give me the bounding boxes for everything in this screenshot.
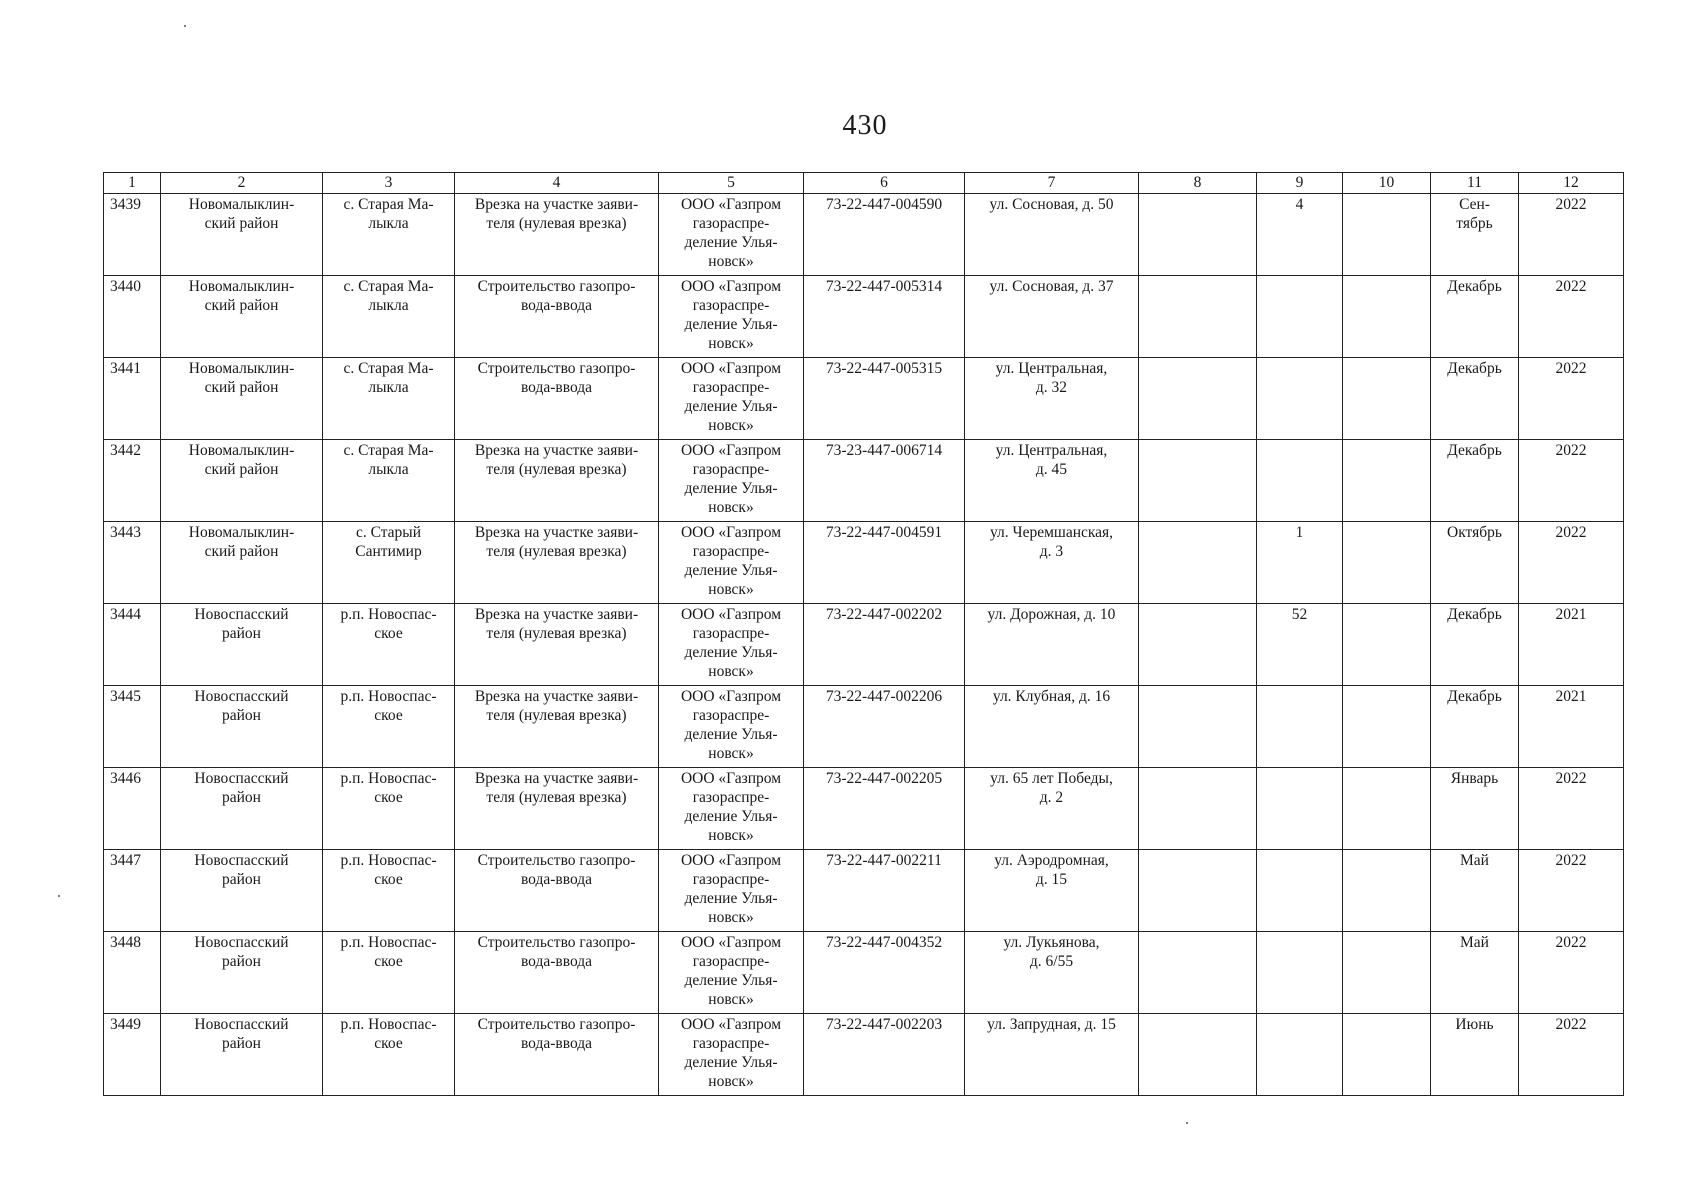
cell-row-number: 3447 — [104, 850, 161, 932]
cell-col-10 — [1343, 850, 1431, 932]
cell-district: Новомалыклин- ский район — [161, 522, 323, 604]
cell-year: 2022 — [1519, 850, 1624, 932]
header-row — [104, 173, 1624, 194]
cell-organization: ООО «Газпром газораспре- деление Улья- новск» — [659, 358, 804, 440]
cell-settlement: р.п. Новоспас- ское — [323, 768, 455, 850]
cell-col-9 — [1257, 850, 1343, 932]
cell-registry-number: 73-22-447-004591 — [804, 522, 965, 604]
cell-work-type: Врезка на участке заяви- теля (нулевая врезка) — [455, 686, 659, 768]
cell-settlement: р.п. Новоспас- ское — [323, 686, 455, 768]
cell-month: Декабрь — [1431, 604, 1519, 686]
cell-row-number: 3445 — [104, 686, 161, 768]
cell-work-type: Строительство газопро- вода-ввода — [455, 932, 659, 1014]
cell-organization: ООО «Газпром газораспре- деление Улья- новск» — [659, 932, 804, 1014]
cell-row-number: 3444 — [104, 604, 161, 686]
cell-col-9 — [1257, 686, 1343, 768]
cell-col-8 — [1139, 276, 1257, 358]
cell-col-8 — [1139, 686, 1257, 768]
cell-col-9: 52 — [1257, 604, 1343, 686]
cell-month: Май — [1431, 850, 1519, 932]
cell-year: 2021 — [1519, 686, 1624, 768]
cell-month: Июнь — [1431, 1014, 1519, 1096]
cell-month: Декабрь — [1431, 358, 1519, 440]
column-header-9: 9 — [1257, 173, 1343, 194]
table-row — [104, 932, 1624, 1014]
cell-col-8 — [1139, 932, 1257, 1014]
column-header-2: 2 — [161, 173, 323, 194]
cell-col-10 — [1343, 686, 1431, 768]
cell-col-8 — [1139, 440, 1257, 522]
table-row — [104, 686, 1624, 768]
cell-col-8 — [1139, 604, 1257, 686]
column-header-6: 6 — [804, 173, 965, 194]
cell-district: Новоспасский район — [161, 768, 323, 850]
cell-registry-number: 73-22-447-002211 — [804, 850, 965, 932]
cell-organization: ООО «Газпром газораспре- деление Улья- новск» — [659, 686, 804, 768]
cell-work-type: Врезка на участке заяви- теля (нулевая врезка) — [455, 194, 659, 276]
cell-settlement: р.п. Новоспас- ское — [323, 1014, 455, 1096]
cell-month: Декабрь — [1431, 276, 1519, 358]
cell-settlement: с. Старый Сантимир — [323, 522, 455, 604]
cell-col-9 — [1257, 358, 1343, 440]
cell-row-number: 3446 — [104, 768, 161, 850]
cell-row-number: 3449 — [104, 1014, 161, 1096]
cell-col-10 — [1343, 440, 1431, 522]
cell-registry-number: 73-22-447-005315 — [804, 358, 965, 440]
table-row — [104, 194, 1624, 276]
cell-year: 2021 — [1519, 604, 1624, 686]
column-header-3: 3 — [323, 173, 455, 194]
cell-month: Декабрь — [1431, 686, 1519, 768]
table-row — [104, 604, 1624, 686]
cell-organization: ООО «Газпром газораспре- деление Улья- новск» — [659, 604, 804, 686]
scan-speck — [58, 895, 60, 897]
cell-col-10 — [1343, 276, 1431, 358]
cell-district: Новоспасский район — [161, 604, 323, 686]
cell-month: Декабрь — [1431, 440, 1519, 522]
column-header-12: 12 — [1519, 173, 1624, 194]
cell-row-number: 3441 — [104, 358, 161, 440]
cell-col-8 — [1139, 358, 1257, 440]
cell-organization: ООО «Газпром газораспре- деление Улья- новск» — [659, 522, 804, 604]
page-number: 430 — [842, 110, 888, 141]
cell-address: ул. Аэродромная, д. 15 — [965, 850, 1139, 932]
cell-col-10 — [1343, 1014, 1431, 1096]
cell-col-9 — [1257, 768, 1343, 850]
table-row — [104, 768, 1624, 850]
cell-year: 2022 — [1519, 522, 1624, 604]
cell-month: Январь — [1431, 768, 1519, 850]
cell-col-10 — [1343, 932, 1431, 1014]
cell-address: ул. Дорожная, д. 10 — [965, 604, 1139, 686]
cell-district: Новомалыклин- ский район — [161, 440, 323, 522]
cell-address: ул. Черемшанская, д. 3 — [965, 522, 1139, 604]
cell-address: ул. Запрудная, д. 15 — [965, 1014, 1139, 1096]
cell-address: ул. Сосновая, д. 50 — [965, 194, 1139, 276]
cell-registry-number: 73-22-447-002206 — [804, 686, 965, 768]
cell-district: Новомалыклин- ский район — [161, 358, 323, 440]
cell-address: ул. Клубная, д. 16 — [965, 686, 1139, 768]
table-header — [104, 173, 1624, 194]
cell-year: 2022 — [1519, 1014, 1624, 1096]
cell-work-type: Строительство газопро- вода-ввода — [455, 1014, 659, 1096]
cell-registry-number: 73-23-447-006714 — [804, 440, 965, 522]
cell-settlement: с. Старая Ма- лыкла — [323, 276, 455, 358]
cell-registry-number: 73-22-447-005314 — [804, 276, 965, 358]
cell-registry-number: 73-22-447-004352 — [804, 932, 965, 1014]
table-body — [104, 194, 1624, 1096]
table-row — [104, 440, 1624, 522]
cell-settlement: с. Старая Ма- лыкла — [323, 358, 455, 440]
table-row — [104, 522, 1624, 604]
cell-col-10 — [1343, 768, 1431, 850]
cell-registry-number: 73-22-447-002202 — [804, 604, 965, 686]
cell-work-type: Врезка на участке заяви- теля (нулевая врезка) — [455, 440, 659, 522]
cell-work-type: Строительство газопро- вода-ввода — [455, 276, 659, 358]
scan-speck — [1186, 1122, 1188, 1124]
cell-year: 2022 — [1519, 440, 1624, 522]
cell-row-number: 3443 — [104, 522, 161, 604]
cell-month: Октябрь — [1431, 522, 1519, 604]
table-row — [104, 1014, 1624, 1096]
column-header-7: 7 — [965, 173, 1139, 194]
cell-organization: ООО «Газпром газораспре- деление Улья- новск» — [659, 194, 804, 276]
cell-col-9 — [1257, 932, 1343, 1014]
cell-work-type: Врезка на участке заяви- теля (нулевая врезка) — [455, 768, 659, 850]
cell-col-8 — [1139, 768, 1257, 850]
cell-district: Новоспасский район — [161, 932, 323, 1014]
cell-settlement: р.п. Новоспас- ское — [323, 850, 455, 932]
column-header-10: 10 — [1343, 173, 1431, 194]
cell-organization: ООО «Газпром газораспре- деление Улья- новск» — [659, 768, 804, 850]
cell-col-10 — [1343, 194, 1431, 276]
cell-col-9 — [1257, 440, 1343, 522]
cell-year: 2022 — [1519, 276, 1624, 358]
cell-row-number: 3439 — [104, 194, 161, 276]
cell-district: Новомалыклин- ский район — [161, 276, 323, 358]
scan-speck — [184, 25, 186, 27]
cell-organization: ООО «Газпром газораспре- деление Улья- новск» — [659, 1014, 804, 1096]
cell-registry-number: 73-22-447-004590 — [804, 194, 965, 276]
table-row — [104, 358, 1624, 440]
cell-col-8 — [1139, 194, 1257, 276]
cell-col-10 — [1343, 358, 1431, 440]
cell-year: 2022 — [1519, 358, 1624, 440]
cell-address: ул. Центральная, д. 45 — [965, 440, 1139, 522]
table-row — [104, 276, 1624, 358]
cell-work-type: Строительство газопро- вода-ввода — [455, 850, 659, 932]
cell-work-type: Строительство газопро- вода-ввода — [455, 358, 659, 440]
cell-col-9 — [1257, 276, 1343, 358]
column-header-4: 4 — [455, 173, 659, 194]
cell-district: Новомалыклин- ский район — [161, 194, 323, 276]
cell-col-10 — [1343, 522, 1431, 604]
cell-organization: ООО «Газпром газораспре- деление Улья- новск» — [659, 276, 804, 358]
cell-row-number: 3440 — [104, 276, 161, 358]
column-header-1: 1 — [104, 173, 161, 194]
cell-district: Новоспасский район — [161, 686, 323, 768]
cell-year: 2022 — [1519, 932, 1624, 1014]
cell-col-8 — [1139, 1014, 1257, 1096]
cell-settlement: с. Старая Ма- лыкла — [323, 194, 455, 276]
cell-settlement: с. Старая Ма- лыкла — [323, 440, 455, 522]
cell-address: ул. Лукьянова, д. 6/55 — [965, 932, 1139, 1014]
table-row — [104, 850, 1624, 932]
cell-col-9: 1 — [1257, 522, 1343, 604]
cell-row-number: 3442 — [104, 440, 161, 522]
cell-col-8 — [1139, 522, 1257, 604]
cell-district: Новоспасский район — [161, 850, 323, 932]
cell-col-10 — [1343, 604, 1431, 686]
cell-month: Сен- тябрь — [1431, 194, 1519, 276]
cell-settlement: р.п. Новоспас- ское — [323, 604, 455, 686]
cell-work-type: Врезка на участке заяви- теля (нулевая врезка) — [455, 522, 659, 604]
cell-month: Май — [1431, 932, 1519, 1014]
cell-year: 2022 — [1519, 194, 1624, 276]
cell-address: ул. Центральная, д. 32 — [965, 358, 1139, 440]
cell-col-8 — [1139, 850, 1257, 932]
cell-organization: ООО «Газпром газораспре- деление Улья- новск» — [659, 440, 804, 522]
cell-address: ул. Сосновая, д. 37 — [965, 276, 1139, 358]
cell-address: ул. 65 лет Победы, д. 2 — [965, 768, 1139, 850]
cell-district: Новоспасский район — [161, 1014, 323, 1096]
cell-row-number: 3448 — [104, 932, 161, 1014]
cell-organization: ООО «Газпром газораспре- деление Улья- новск» — [659, 850, 804, 932]
cell-col-9: 4 — [1257, 194, 1343, 276]
cell-settlement: р.п. Новоспас- ское — [323, 932, 455, 1014]
column-header-11: 11 — [1431, 173, 1519, 194]
cell-work-type: Врезка на участке заяви- теля (нулевая врезка) — [455, 604, 659, 686]
column-header-8: 8 — [1139, 173, 1257, 194]
cell-col-9 — [1257, 1014, 1343, 1096]
cell-registry-number: 73-22-447-002203 — [804, 1014, 965, 1096]
data-table — [103, 172, 1624, 1096]
column-header-5: 5 — [659, 173, 804, 194]
cell-registry-number: 73-22-447-002205 — [804, 768, 965, 850]
cell-year: 2022 — [1519, 768, 1624, 850]
